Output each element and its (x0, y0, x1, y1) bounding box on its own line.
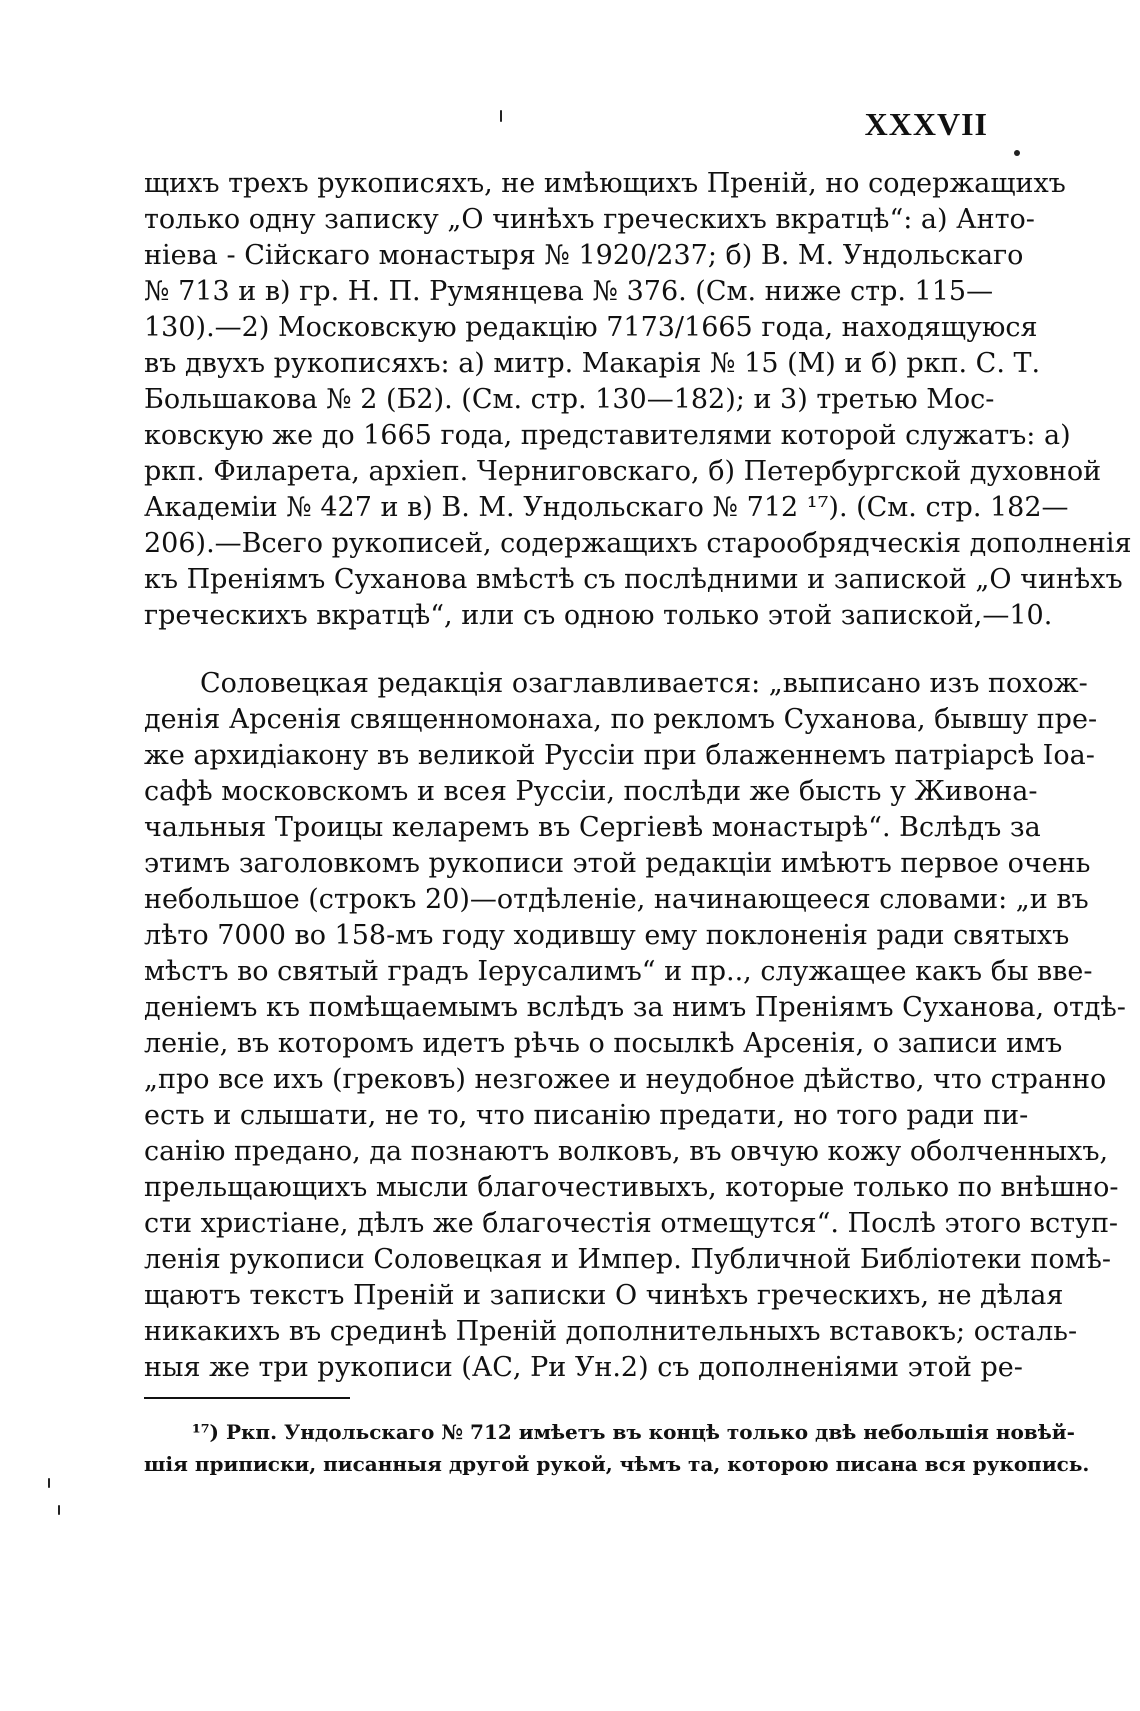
ink-speck (500, 110, 502, 122)
ink-speck (1014, 150, 1020, 156)
text-line: ныя же три рукописи (АС, Ри Ун.2) съ дополненіями этой ре- (144, 1352, 1023, 1383)
text-line: Соловецкая редакція озаглавливается: „выписано изъ похож- (200, 668, 1088, 699)
page-number: XXXVII (864, 106, 988, 142)
paragraph-2 (144, 666, 1126, 1386)
text-line: этимъ заголовкомъ рукописи этой редакціи имѣютъ первое очень (144, 848, 1091, 879)
text-line: леніе, въ которомъ идетъ рѣчь о посылкѣ Арсенія, о записи имъ (144, 1028, 1063, 1059)
text-line: сти христіане, дѣлъ же благочестія отмещутся“. Послѣ этого вступ- (144, 1208, 1119, 1239)
text-line: ркп. Филарета, архіеп. Черниговскаго, б) Петербургской духовной (144, 456, 1102, 487)
footnote-line: шія приписки, писанныя другой рукой, чѣмъ та, которою писана вся рукопись. (144, 1452, 1090, 1476)
text-line: никакихъ въ срединѣ Преній дополнительныхъ вставокъ; осталь- (144, 1316, 1078, 1347)
paragraph-1 (144, 166, 1132, 634)
text-line: прельщающихъ мысли благочестивыхъ, которые только по внѣшно- (144, 1172, 1119, 1203)
text-line: небольшое (строкъ 20)—отдѣленіе, начинающееся словами: „и въ (144, 884, 1089, 915)
text-line: лѣто 7000 во 158-мъ году ходившу ему поклоненія ради святыхъ (144, 920, 1070, 951)
text-line: ковскую же до 1665 года, представителями которой служатъ: а) (144, 420, 1071, 451)
text-line: греческихъ вкратцѣ“, или съ одною только этой запиской,—10. (144, 600, 1053, 631)
text-line: щаютъ текстъ Преній и записки О чинѣхъ греческихъ, не дѣлая (144, 1280, 1064, 1311)
text-line: Большакова № 2 (Б2). (См. стр. 130—182); и 3) третью Мос- (144, 384, 995, 415)
text-line: чальныя Троицы келаремъ въ Сергіевѣ монастырѣ“. Вслѣдъ за (144, 812, 1041, 843)
text-line: сафѣ московскомъ и всея Руссіи, послѣди же бысть у Живона- (144, 776, 1038, 807)
text-line: мѣстъ во святый градъ Іерусалимъ“ и пр.., служащее какъ бы вве- (144, 956, 1093, 987)
text-line: денія Арсенія священномонаха, по рекломъ Суханова, бывшу пре- (144, 704, 1098, 735)
text-line: есть и слышати, не то, что писанію предати, но того ради пи- (144, 1100, 1029, 1131)
text-line: щихъ трехъ рукописяхъ, не имѣющихъ Преній, но содержащихъ (144, 168, 1066, 199)
text-line: ленія рукописи Соловецкая и Импер. Публичной Библіотеки помѣ- (144, 1244, 1112, 1275)
text-line: ніева - Сійскаго монастыря № 1920/237; б) В. М. Ундольскаго (144, 240, 1024, 271)
text-line: санію предано, да познаютъ волковъ, въ овчую кожу оболченныхъ, (144, 1136, 1109, 1167)
text-line: № 713 и в) гр. Н. П. Румянцева № 376. (См. ниже стр. 115— (144, 276, 994, 307)
text-line: только одну записку „О чинѣхъ греческихъ вкратцѣ“: а) Анто- (144, 204, 1035, 235)
text-line: же архидіакону въ великой Руссіи при блаженнемъ патріарсѣ Іоа- (144, 740, 1095, 771)
text-line: Академіи № 427 и в) В. М. Ундольскаго № 712 ¹⁷). (См. стр. 182— (144, 492, 1069, 523)
ink-speck (48, 1478, 50, 1488)
text-line: къ Преніямъ Суханова вмѣстѣ съ послѣдними и запиской „О чинѣхъ (144, 564, 1123, 595)
text-line: деніемъ къ помѣщаемымъ вслѣдъ за нимъ Преніямъ Суханова, отдѣ- (144, 992, 1126, 1023)
ink-speck (58, 1505, 60, 1515)
text-line: 130).—2) Московскую редакцію 7173/1665 года, находящуюся (144, 312, 1038, 343)
footnote (144, 1416, 1090, 1480)
footnote-line: ¹⁷) Ркп. Ундольскаго № 712 имѣетъ въ концѣ только двѣ небольшія новѣй- (192, 1420, 1075, 1444)
text-line: въ двухъ рукописяхъ: а) митр. Макарія № 15 (М) и б) ркп. С. Т. (144, 348, 1041, 379)
text-line: „про все ихъ (грековъ) незгожее и неудобное дѣйство, что странно (144, 1064, 1107, 1095)
footnote-divider (144, 1397, 350, 1399)
text-line: 206).—Всего рукописей, содержащихъ старообрядческія дополненія (144, 528, 1132, 559)
